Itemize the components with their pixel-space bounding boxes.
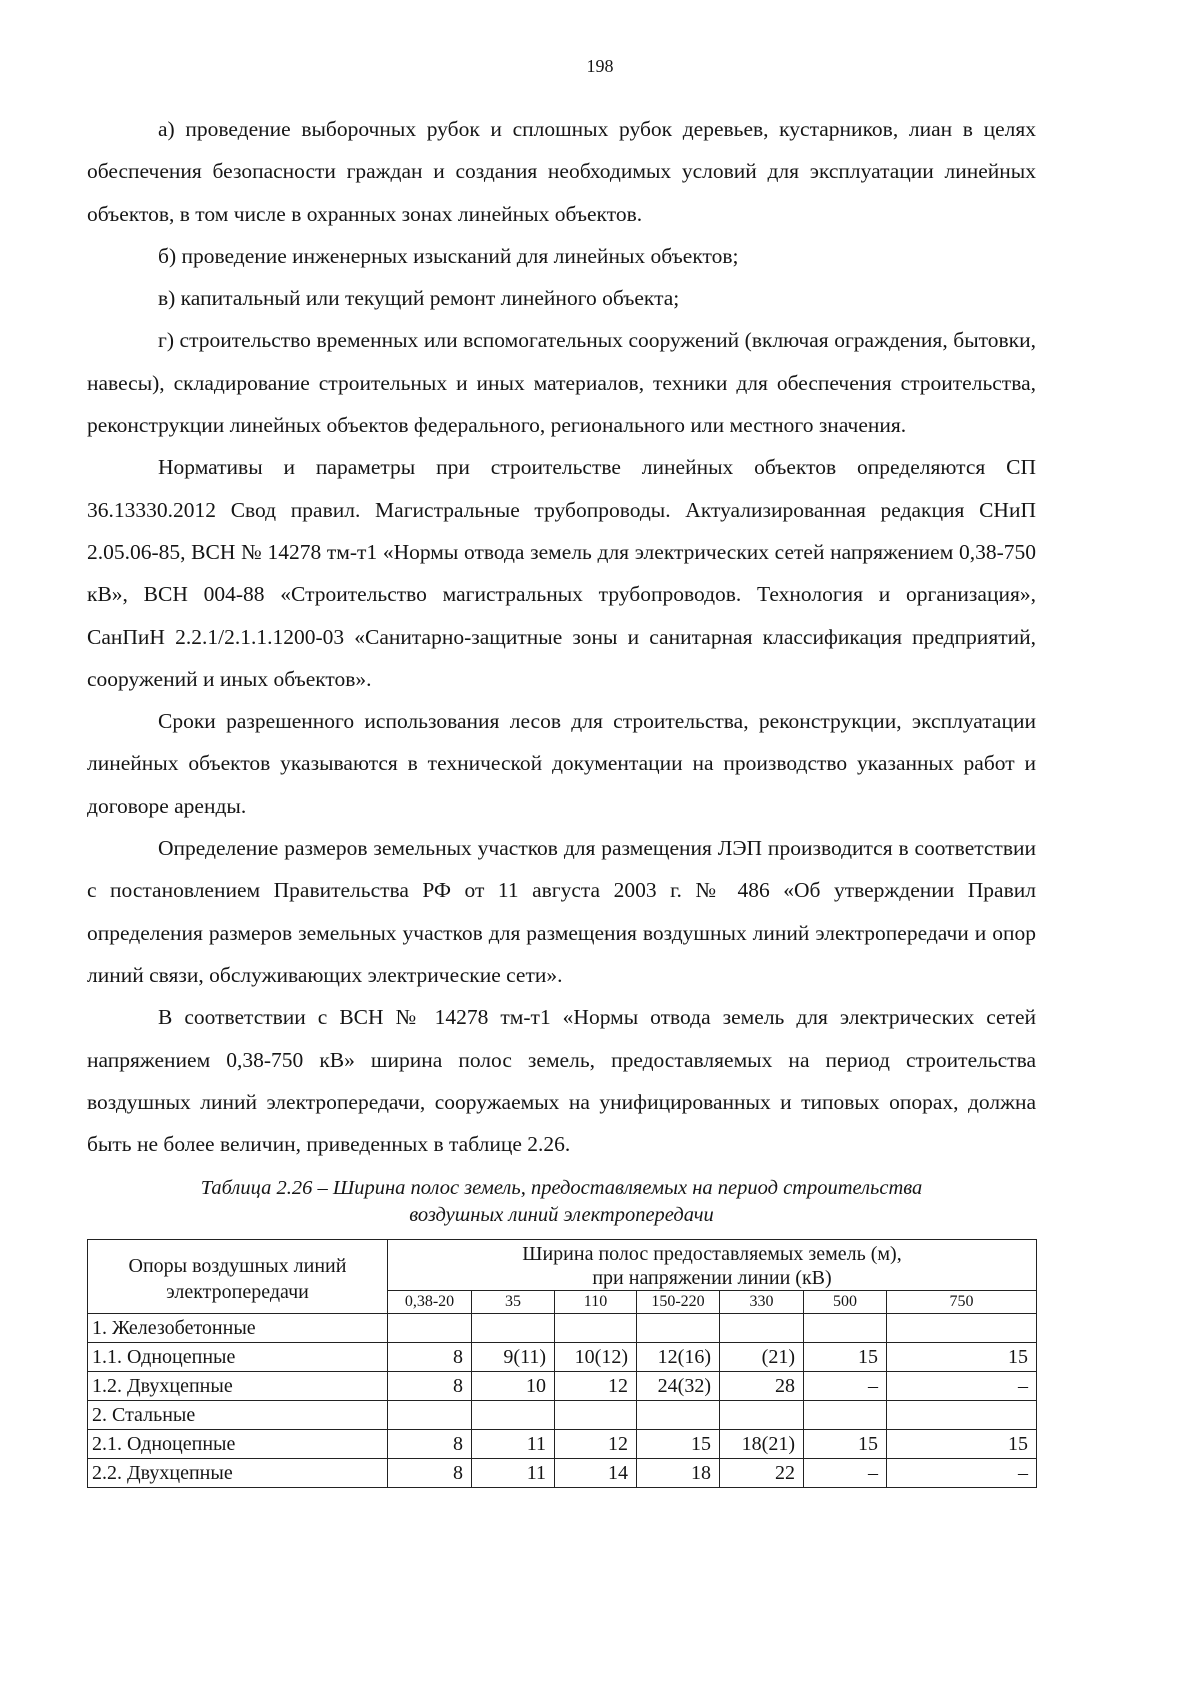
table-cell: (21) bbox=[720, 1343, 804, 1372]
table-cell: 12 bbox=[555, 1372, 637, 1401]
paragraph-vsn: В соответствии с ВСН № 14278 тм-т1 «Нормы отвода земель для электрических сетей напряжением 0,38-750 кВ» ширина полос земель, предоставляемых на период строительства воздушных линий электропередачи, сооружаемых на унифицированных и типовых опорах, должна быть не более величин, приведенных в таблице 2.26. bbox=[87, 1005, 1036, 1157]
table-cell: 8 bbox=[388, 1343, 472, 1372]
table-header-row bbox=[88, 1240, 1037, 1291]
table-cell: 15 bbox=[804, 1343, 887, 1372]
table-caption-line-1: Таблица 2.26 – Ширина полос земель, предоставляемых на период строительства bbox=[200, 1177, 923, 1200]
document-body bbox=[87, 108, 1036, 1488]
table-cell: 12(16) bbox=[637, 1343, 720, 1372]
table-cell bbox=[472, 1401, 555, 1430]
table-cell bbox=[720, 1401, 804, 1430]
table-row bbox=[88, 1459, 1037, 1488]
row-label: 1. Железобетонные bbox=[88, 1314, 388, 1343]
table-cell: 12 bbox=[555, 1430, 637, 1459]
paragraph-a: а) проведение выборочных рубок и сплошных рубок деревьев, кустарников, лиан в целях обеспечения безопасности граждан и создания необходимых условий для эксплуатации линейных объектов, в том числе в охранных зонах линейных объектов. bbox=[87, 117, 1036, 226]
table-cell: 11 bbox=[472, 1430, 555, 1459]
table-cell: 10 bbox=[472, 1372, 555, 1401]
voltage-header: 150-220 bbox=[637, 1291, 720, 1314]
table-cell bbox=[472, 1314, 555, 1343]
table-row bbox=[88, 1372, 1037, 1401]
row-label: 2. Стальные bbox=[88, 1401, 388, 1430]
land-width-table bbox=[87, 1239, 1037, 1488]
table-cell: 22 bbox=[720, 1459, 804, 1488]
row-label: 2.2. Двухцепные bbox=[88, 1459, 388, 1488]
table-cell: 11 bbox=[472, 1459, 555, 1488]
table-cell: 15 bbox=[804, 1430, 887, 1459]
table-row bbox=[88, 1401, 1037, 1430]
header-supports: Опоры воздушных линий электропередачи bbox=[88, 1240, 388, 1314]
table-cell bbox=[637, 1314, 720, 1343]
header-width: Ширина полос предоставляемых земель (м), при напряжении линии (кВ) bbox=[388, 1240, 1037, 1291]
table-cell: 18 bbox=[637, 1459, 720, 1488]
table-cell bbox=[887, 1401, 1037, 1430]
table-cell bbox=[555, 1314, 637, 1343]
table-cell bbox=[804, 1401, 887, 1430]
table-row bbox=[88, 1430, 1037, 1459]
table-cell: 8 bbox=[388, 1372, 472, 1401]
row-label: 1.2. Двухцепные bbox=[88, 1372, 388, 1401]
table-cell bbox=[388, 1401, 472, 1430]
table-cell: 24(32) bbox=[637, 1372, 720, 1401]
voltage-header: 750 bbox=[887, 1291, 1037, 1314]
table-row bbox=[88, 1314, 1037, 1343]
table-cell: 10(12) bbox=[555, 1343, 637, 1372]
voltage-header: 110 bbox=[555, 1291, 637, 1314]
paragraph-norms: Нормативы и параметры при строительстве линейных объектов определяются СП 36.13330.2012 Свод правил. Магистральные трубопроводы. Актуализированная редакция СНиП 2.05.06-85, ВСН № 14278 тм-т1 «Нормы отвода земель для электрических сетей напряжением 0,38-750 кВ», ВСН 004-88 «Строительство магистральных трубопроводов. Технология и организация», СанПиН 2.2.1/2.1.1.1200-03 «Санитарно-защитные зоны и санитарная классификация предприятий, сооружений и иных объектов». bbox=[87, 455, 1036, 691]
row-label: 2.1. Одноцепные bbox=[88, 1430, 388, 1459]
table-cell: 15 bbox=[637, 1430, 720, 1459]
table-caption-line-2: воздушных линий электропередачи bbox=[409, 1204, 714, 1227]
voltage-header: 330 bbox=[720, 1291, 804, 1314]
row-label: 1.1. Одноцепные bbox=[88, 1343, 388, 1372]
paragraph-g: г) строительство временных или вспомогательных сооружений (включая ограждения, бытовки, навесы), складирование строительных и иных материалов, техники для обеспечения строительства, реконструкции линейных объектов федерального, регионального или местного значения. bbox=[87, 328, 1036, 438]
table-cell bbox=[388, 1314, 472, 1343]
table-cell: 15 bbox=[887, 1343, 1037, 1372]
table-cell: – bbox=[804, 1459, 887, 1488]
paragraph-b: б) проведение инженерных изысканий для линейных объектов; bbox=[158, 243, 739, 268]
table-cell: – bbox=[804, 1372, 887, 1401]
table-cell: 18(21) bbox=[720, 1430, 804, 1459]
table-cell: 8 bbox=[388, 1459, 472, 1488]
page-number: 198 bbox=[586, 56, 614, 76]
table-cell bbox=[637, 1401, 720, 1430]
table-cell: – bbox=[887, 1459, 1037, 1488]
table-cell: 8 bbox=[388, 1430, 472, 1459]
table-cell: 28 bbox=[720, 1372, 804, 1401]
table-cell: 14 bbox=[555, 1459, 637, 1488]
paragraph-lep-sizes: Определение размеров земельных участков для размещения ЛЭП производится в соответствии с постановлением Правительства РФ от 11 августа 2003 г. № 486 «Об утверждении Правил определения размеров земельных участков для размещения воздушных линий электропередачи и опор линий связи, обслуживающих электрические сети». bbox=[87, 836, 1036, 987]
table-cell: – bbox=[887, 1372, 1037, 1401]
table-cell bbox=[720, 1314, 804, 1343]
voltage-header: 0,38-20 bbox=[388, 1291, 472, 1314]
table-cell bbox=[887, 1314, 1037, 1343]
table-cell bbox=[555, 1401, 637, 1430]
paragraph-v: в) капитальный или текущий ремонт линейного объекта; bbox=[158, 286, 680, 311]
table-cell: 15 bbox=[887, 1430, 1037, 1459]
table-row bbox=[88, 1343, 1037, 1372]
table-cell bbox=[804, 1314, 887, 1343]
voltage-header: 35 bbox=[472, 1291, 555, 1314]
table-cell: 9(11) bbox=[472, 1343, 555, 1372]
paragraph-terms: Сроки разрешенного использования лесов для строительства, реконструкции, эксплуатации линейных объектов указываются в технической документации на производство указанных работ и договоре аренды. bbox=[87, 709, 1036, 818]
table-caption bbox=[87, 1175, 1036, 1229]
voltage-header: 500 bbox=[804, 1291, 887, 1314]
